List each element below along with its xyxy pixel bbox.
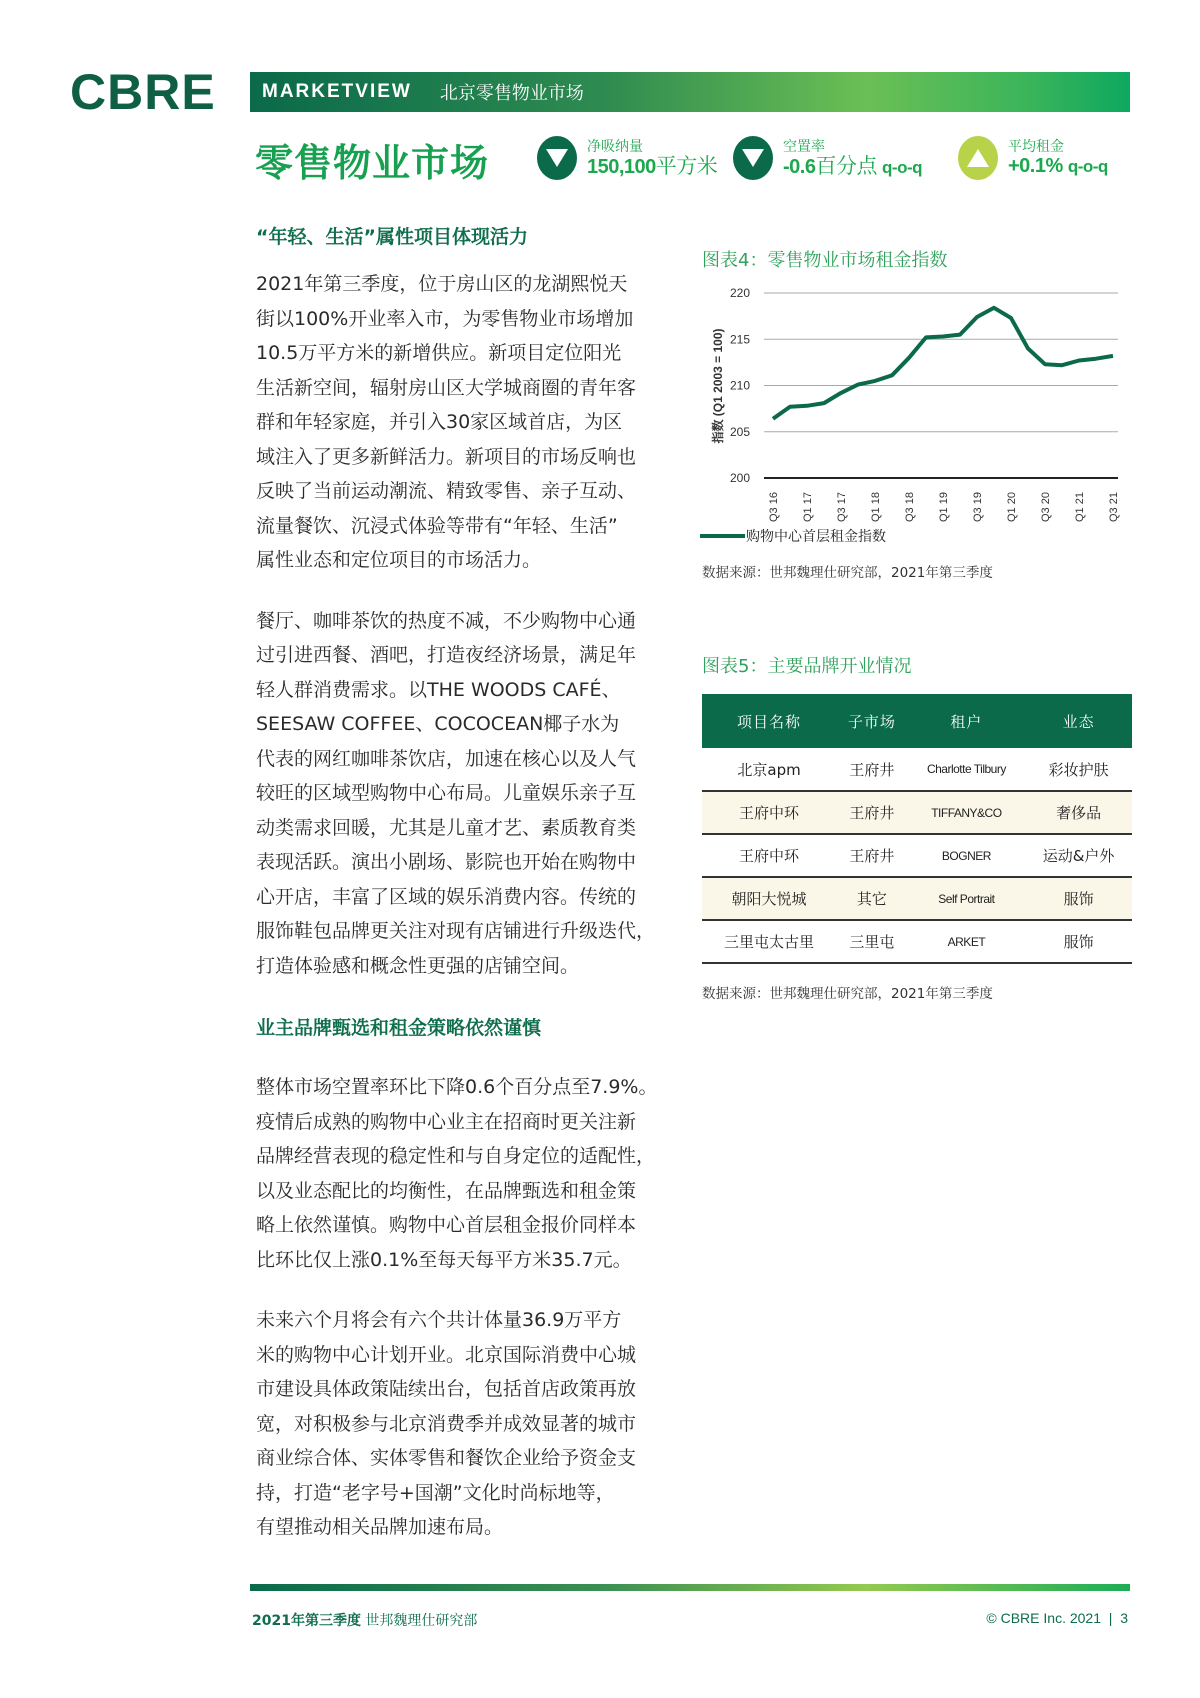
footer-right xyxy=(986,1610,1128,1626)
footer-copyright: © CBRE Inc. 2021 xyxy=(986,1610,1101,1626)
svg-text:Q3 19: Q3 19 xyxy=(972,492,984,522)
kpi-value: -0.6 xyxy=(783,155,816,178)
section-heading-young-lifestyle: “年轻、生活”属性项目体现活力 xyxy=(256,226,528,248)
col-header-project: 项目名称 xyxy=(702,694,836,748)
kpi-value: +0.1% xyxy=(1008,155,1063,177)
svg-text:Q3 21: Q3 21 xyxy=(1108,492,1120,522)
brand-openings-table xyxy=(702,694,1132,964)
table-row: 王府中环 王府井 TIFFANY&CO 奢侈品 xyxy=(702,791,1132,834)
table-header-row xyxy=(702,694,1132,748)
svg-text:Q1 20: Q1 20 xyxy=(1006,492,1018,522)
kpi-label: 平均租金 xyxy=(1008,139,1064,155)
svg-text:Q3 16: Q3 16 xyxy=(768,492,780,522)
figure4-source: 数据来源：世邦魏理仕研究部，2021年第三季度 xyxy=(702,565,993,581)
table-row: 北京apm 王府井 Charlotte Tilbury 彩妆护肤 xyxy=(702,748,1132,791)
table-row: 朝阳大悦城 其它 Self Portrait 服饰 xyxy=(702,877,1132,920)
col-header-tenant: 租户 xyxy=(908,694,1026,748)
banner-label: MARKETVIEW xyxy=(262,81,412,102)
svg-text:Q1 21: Q1 21 xyxy=(1074,492,1086,522)
paragraph-4: 未来六个月将会有六个共计体量36.9万平方 米的购物中心计划开业。北京国际消费中心城 市建设具体政策陆续出台，包括首店政策再放 宽，对积极参与北京消费季并成效显著的城市 商业综合体、实体零售和餐饮企业给予资金支 持，打造“老字号+国潮”文化时尚标地等， 有望推动相关品牌加速布局。 xyxy=(256,1309,637,1538)
triangle-down-icon xyxy=(537,136,577,180)
triangle-down-icon xyxy=(733,136,773,180)
footer-dept: 世邦魏理仕研究部 xyxy=(365,1613,478,1629)
kpi-unit: 平方米 xyxy=(655,154,718,178)
figure5-title: 图表5：主要品牌开业情况 xyxy=(702,656,912,677)
kpi-value: 150,100 xyxy=(587,155,656,178)
rent-index-line-chart xyxy=(700,280,1160,550)
svg-text:Q3 20: Q3 20 xyxy=(1040,492,1052,522)
svg-text:Q3 17: Q3 17 xyxy=(836,492,848,522)
cbre-logo: CBRE xyxy=(70,64,216,120)
kpi-label: 净吸纳量 xyxy=(587,138,643,155)
col-header-sector: 业态 xyxy=(1025,694,1132,748)
page-number: 3 xyxy=(1120,1610,1128,1626)
svg-text:购物中心首层租金指数: 购物中心首层租金指数 xyxy=(746,529,886,545)
article-body xyxy=(256,222,686,1545)
kpi-average-rent xyxy=(958,136,1108,180)
footer-gradient-bar xyxy=(250,1584,1130,1591)
svg-text:205: 205 xyxy=(729,424,750,439)
table-row: 王府中环 王府井 BOGNER 运动&户外 xyxy=(702,834,1132,877)
paragraph-1: 2021年第三季度，位于房山区的龙湖熙悦天 街以100%开业率入市，为零售物业市场增加 10.5万平方米的新增供应。新项目定位阳光 生活新空间，辐射房山区大学城商圈的青年客 群和年轻家庭，并引入30家区域首店，为区 域注入了更多新鲜活力。新项目的市场反响也 反映了当前运动潮流、精致零售、亲子互动、 流量餐饮、沉浸式体验等带有“年轻、生活” 属性业态和定位项目的市场活力。 xyxy=(256,273,637,571)
paragraph-3: 整体市场空置率环比下降0.6个百分点至7.9%。 疫情后成熟的购物中心业主在招商时更关注新 品牌经营表现的稳定性和与自身定位的适配性， 以及业态配比的均衡性，在品牌甄选和租金策 略上依然谨慎。购物中心首层租金报价同样本 比环比仅上涨0.1%至每天每平方米35.7元。 xyxy=(256,1076,658,1271)
triangle-up-icon xyxy=(958,136,998,180)
figure4-title: 图表4：零售物业市场租金指数 xyxy=(702,250,948,271)
paragraph-2: 餐厅、咖啡茶饮的热度不减，不少购物中心通 过引进西餐、酒吧，打造夜经济场景，满足年 轻人群消费需求。以THE WOODS CAFÉ、 SEESAW COFFEE、COCOCEAN椰子水为 代表的网红咖啡茶饮店，加速在核心以及人气 较旺的区域型购物中心布局。儿童娱乐亲子互 动类需求回暖，尤其是儿童才艺、素质教育类 表现活跃。演出小剧场、影院也开始在购物中 心开店，丰富了区域的娱乐消费内容。传统的 服饰鞋包品牌更关注对现有店铺进行升级迭代， 打造体验感和概念性更强的店铺空间。 xyxy=(256,609,656,977)
kpi-label: 空置率 xyxy=(783,138,825,155)
footer-separator: | xyxy=(1108,1610,1113,1626)
section-heading-landlord-caution: 业主品牌甄选和租金策略依然谨慎 xyxy=(256,1017,542,1039)
svg-text:220: 220 xyxy=(729,286,750,300)
kpi-qoq: q-o-q xyxy=(1067,157,1108,176)
kpi-net-absorption xyxy=(537,136,717,180)
kpi-vacancy-rate xyxy=(733,136,922,180)
svg-text:Q1 19: Q1 19 xyxy=(938,492,950,522)
kpi-qoq: q-o-q xyxy=(882,157,923,177)
svg-text:Q1 17: Q1 17 xyxy=(802,492,814,522)
svg-text:210: 210 xyxy=(729,378,750,393)
footer-left xyxy=(252,1610,477,1630)
col-header-submarket: 子市场 xyxy=(836,694,908,748)
banner-subtitle: 北京零售物业市场 xyxy=(439,83,584,104)
page-title: 零售物业市场 xyxy=(255,141,490,185)
svg-text:Q1 18: Q1 18 xyxy=(870,492,882,522)
kpi-unit: 百分点 xyxy=(815,154,877,178)
svg-text:200: 200 xyxy=(729,471,750,485)
svg-text:215: 215 xyxy=(729,332,750,347)
footer-period: 2021年第三季度 xyxy=(252,1613,361,1629)
svg-text:Q3 18: Q3 18 xyxy=(904,492,916,522)
marketview-banner xyxy=(250,72,1130,112)
svg-text:指数 (Q1 2003 = 100): 指数 (Q1 2003 = 100) xyxy=(711,328,725,444)
figure5-source: 数据来源：世邦魏理仕研究部，2021年第三季度 xyxy=(702,986,993,1002)
table-row: 三里屯太古里 三里屯 ARKET 服饰 xyxy=(702,920,1132,963)
